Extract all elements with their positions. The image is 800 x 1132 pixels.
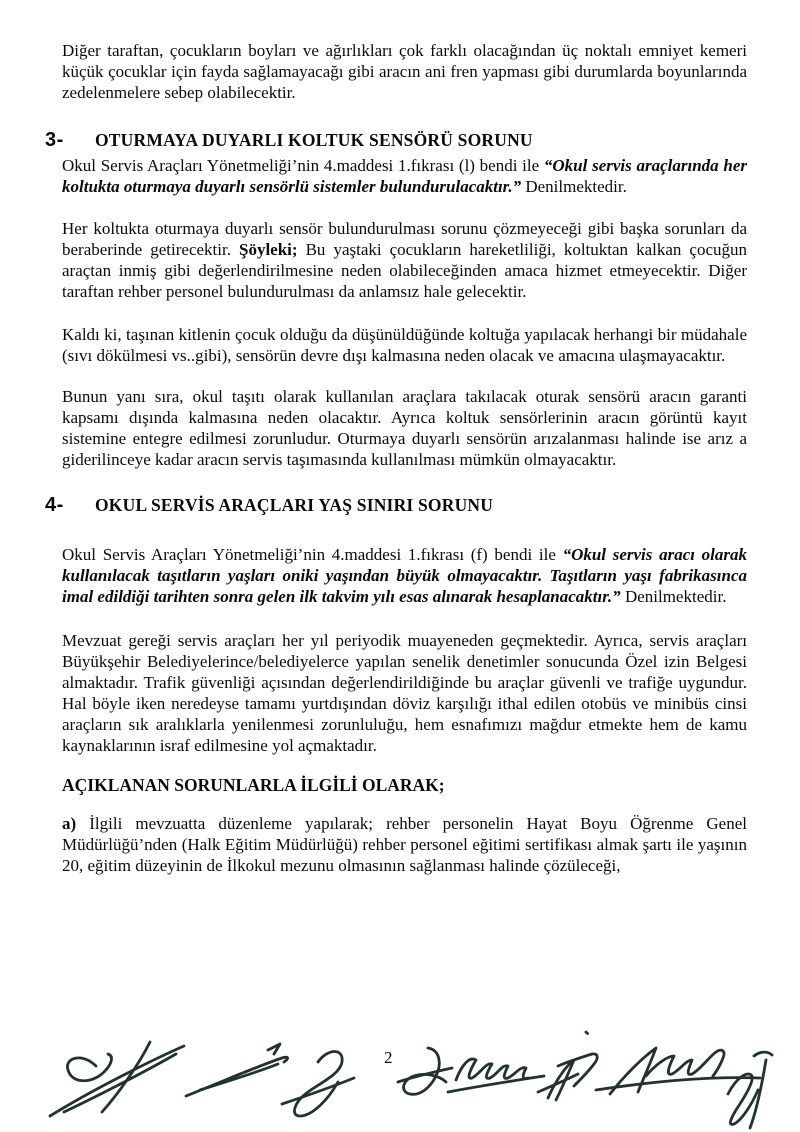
paragraph-sec4-mevzuat	[62, 630, 747, 756]
paragraph-sec3-problem	[62, 218, 747, 302]
signature-7-icon	[596, 1048, 760, 1094]
text-run: Kaldı ki, taşınan kitlenin çocuk olduğu da düşünüldüğünde koltuğa yapılacak herhangi bir müdahale (sıvı dökülmesi vs..gibi), sensörün devre dışı kalmasına neden olacak ve amacına ulaşmayacaktır.	[62, 325, 747, 365]
section-4-heading	[45, 494, 747, 517]
paragraph-item-a	[62, 813, 747, 876]
text-run: Diğer taraftan, çocukların boyları ve ağırlıkları çok farklı olacağından üç noktalı emniyet kemeri küçük çocuklar için fayda sağlamayacağı gibi aracın ani fren yapması gibi durumlarda boyunlarında zedelenmelere sebep olabilecektir.	[62, 41, 747, 102]
text-run: “Okul servis aracı olarak kullanılacak taşıtların yaşları oniki yaşından büyük olmayacaktır. Taşıtların yaşı fabrikasınca imal edildiği tarihten sonra gelen ilk takvim yılı esas alınarak hesaplanacaktır.”	[62, 545, 748, 606]
section-3-heading	[45, 129, 747, 152]
text-run: Her koltukta oturmaya duyarlı sensör bulundurulması sorunu çözmeyeceği gibi başka sorunları da beraberinde getirecektir.	[62, 219, 747, 259]
text-run: Denilmektedir.	[620, 587, 727, 606]
text-run: Şöyleki;	[239, 240, 298, 259]
signature-1-icon	[50, 1042, 184, 1116]
signature-6-icon	[538, 1032, 597, 1100]
text-run: “Okul servis araçlarında her koltukta oturmaya duyarlı sensörlü sistemler bulundurulacaktır.”	[62, 156, 747, 196]
text-run: Bunun yanı sıra, okul taşıtı olarak kullanılan araçlara takılacak oturak sensörü aracın garanti kapsamı dışında kalmasına neden olacaktır. Ayrıca koltuk sensörlerinin aracın görüntü kayıt sistemine entegre edilmesi zorunludur. Oturmaya duyarlı sensörün arızalanması halinde ise arız a giderilinceye kadar aracın servis taşımasında kullanılması mümkün olmayacaktır.	[62, 387, 747, 469]
signature-8-icon	[728, 1052, 772, 1128]
section-3-number: 3-	[45, 129, 64, 151]
signature-2-icon	[186, 1044, 288, 1096]
section-4-number: 4-	[45, 494, 64, 516]
section-3-title: OTURMAYA DUYARLI KOLTUK SENSÖRÜ SORUNU	[95, 130, 533, 150]
signature-strip	[0, 1018, 800, 1132]
text-run: Okul Servis Araçları Yönetmeliği’nin 4.maddesi 1.fıkrası (l) bendi ile	[62, 156, 544, 175]
conclusion-heading: AÇIKLANAN SORUNLARLA İLGİLİ OLARAK;	[62, 775, 445, 795]
text-run: a)	[62, 814, 77, 833]
document-body	[45, 40, 748, 876]
signature-5-icon	[448, 1059, 544, 1092]
page-number: 2	[384, 1048, 393, 1067]
text-run: Okul Servis Araçları Yönetmeliği’nin 4.maddesi 1.fıkrası (f) bendi ile	[62, 545, 563, 564]
signature-4-icon	[398, 1048, 452, 1094]
signature-3-icon	[282, 1052, 354, 1117]
section-4-title: OKUL SERVİS ARAÇLARI YAŞ SINIRI SORUNU	[95, 495, 494, 515]
paragraph-sec3-bunun-yani-sira	[62, 386, 747, 470]
text-run: Denilmektedir.	[521, 177, 627, 196]
text-run: Mevzuat gereği servis araçları her yıl periyodik muayeneden geçmektedir. Ayrıca, servis araçları Büyükşehir Belediyelerince/belediyelerce yapılan senelik denetimler sonucunda Özel izin Belgesi almaktadır. Trafik güvenliği açısından değerlendirildiğinde bu araçlar güvenli ve trafiğe uygundur. Hal böyle iken neredeyse tamamı yurtdışından döviz karşılığı ithal edilen otobüs ve minibüs cinsi araçların sık aralıklarla yenilenmesi zorunluluğu, hem esnafımızı mağdur etmekte hem de kamu kaynaklarının israf edilmesine yol açmaktadır.	[62, 631, 747, 755]
paragraph-intro	[62, 40, 747, 103]
text-run: Bu yaştaki çocukların hareketliliği, koltuktan kalkan çocuğun araçtan inmiş gibi değerlendirilmesine neden olabileceğinden amaca hizmet etmeyecektir. Diğer taraftan rehber personel bulundurulması da anlamsız hale gelecektir.	[62, 240, 747, 301]
signatures-graphic	[0, 1018, 800, 1132]
paragraph-sec4-regulation	[62, 544, 747, 607]
paragraph-sec3-kaldi-ki	[62, 324, 747, 366]
paragraph-sec3-regulation	[62, 155, 747, 197]
text-run: İlgili mevzuatta düzenleme yapılarak; rehber personelin Hayat Boyu Öğrenme Genel Müdürlüğü’nden (Halk Eğitim Müdürlüğü) rehber personel eğitimi sertifikası almak şartı ile yaşının 20, eğitim düzeyinin de İlkokul mezunu olmasının sağlanması halinde çözüleceği,	[62, 814, 747, 875]
